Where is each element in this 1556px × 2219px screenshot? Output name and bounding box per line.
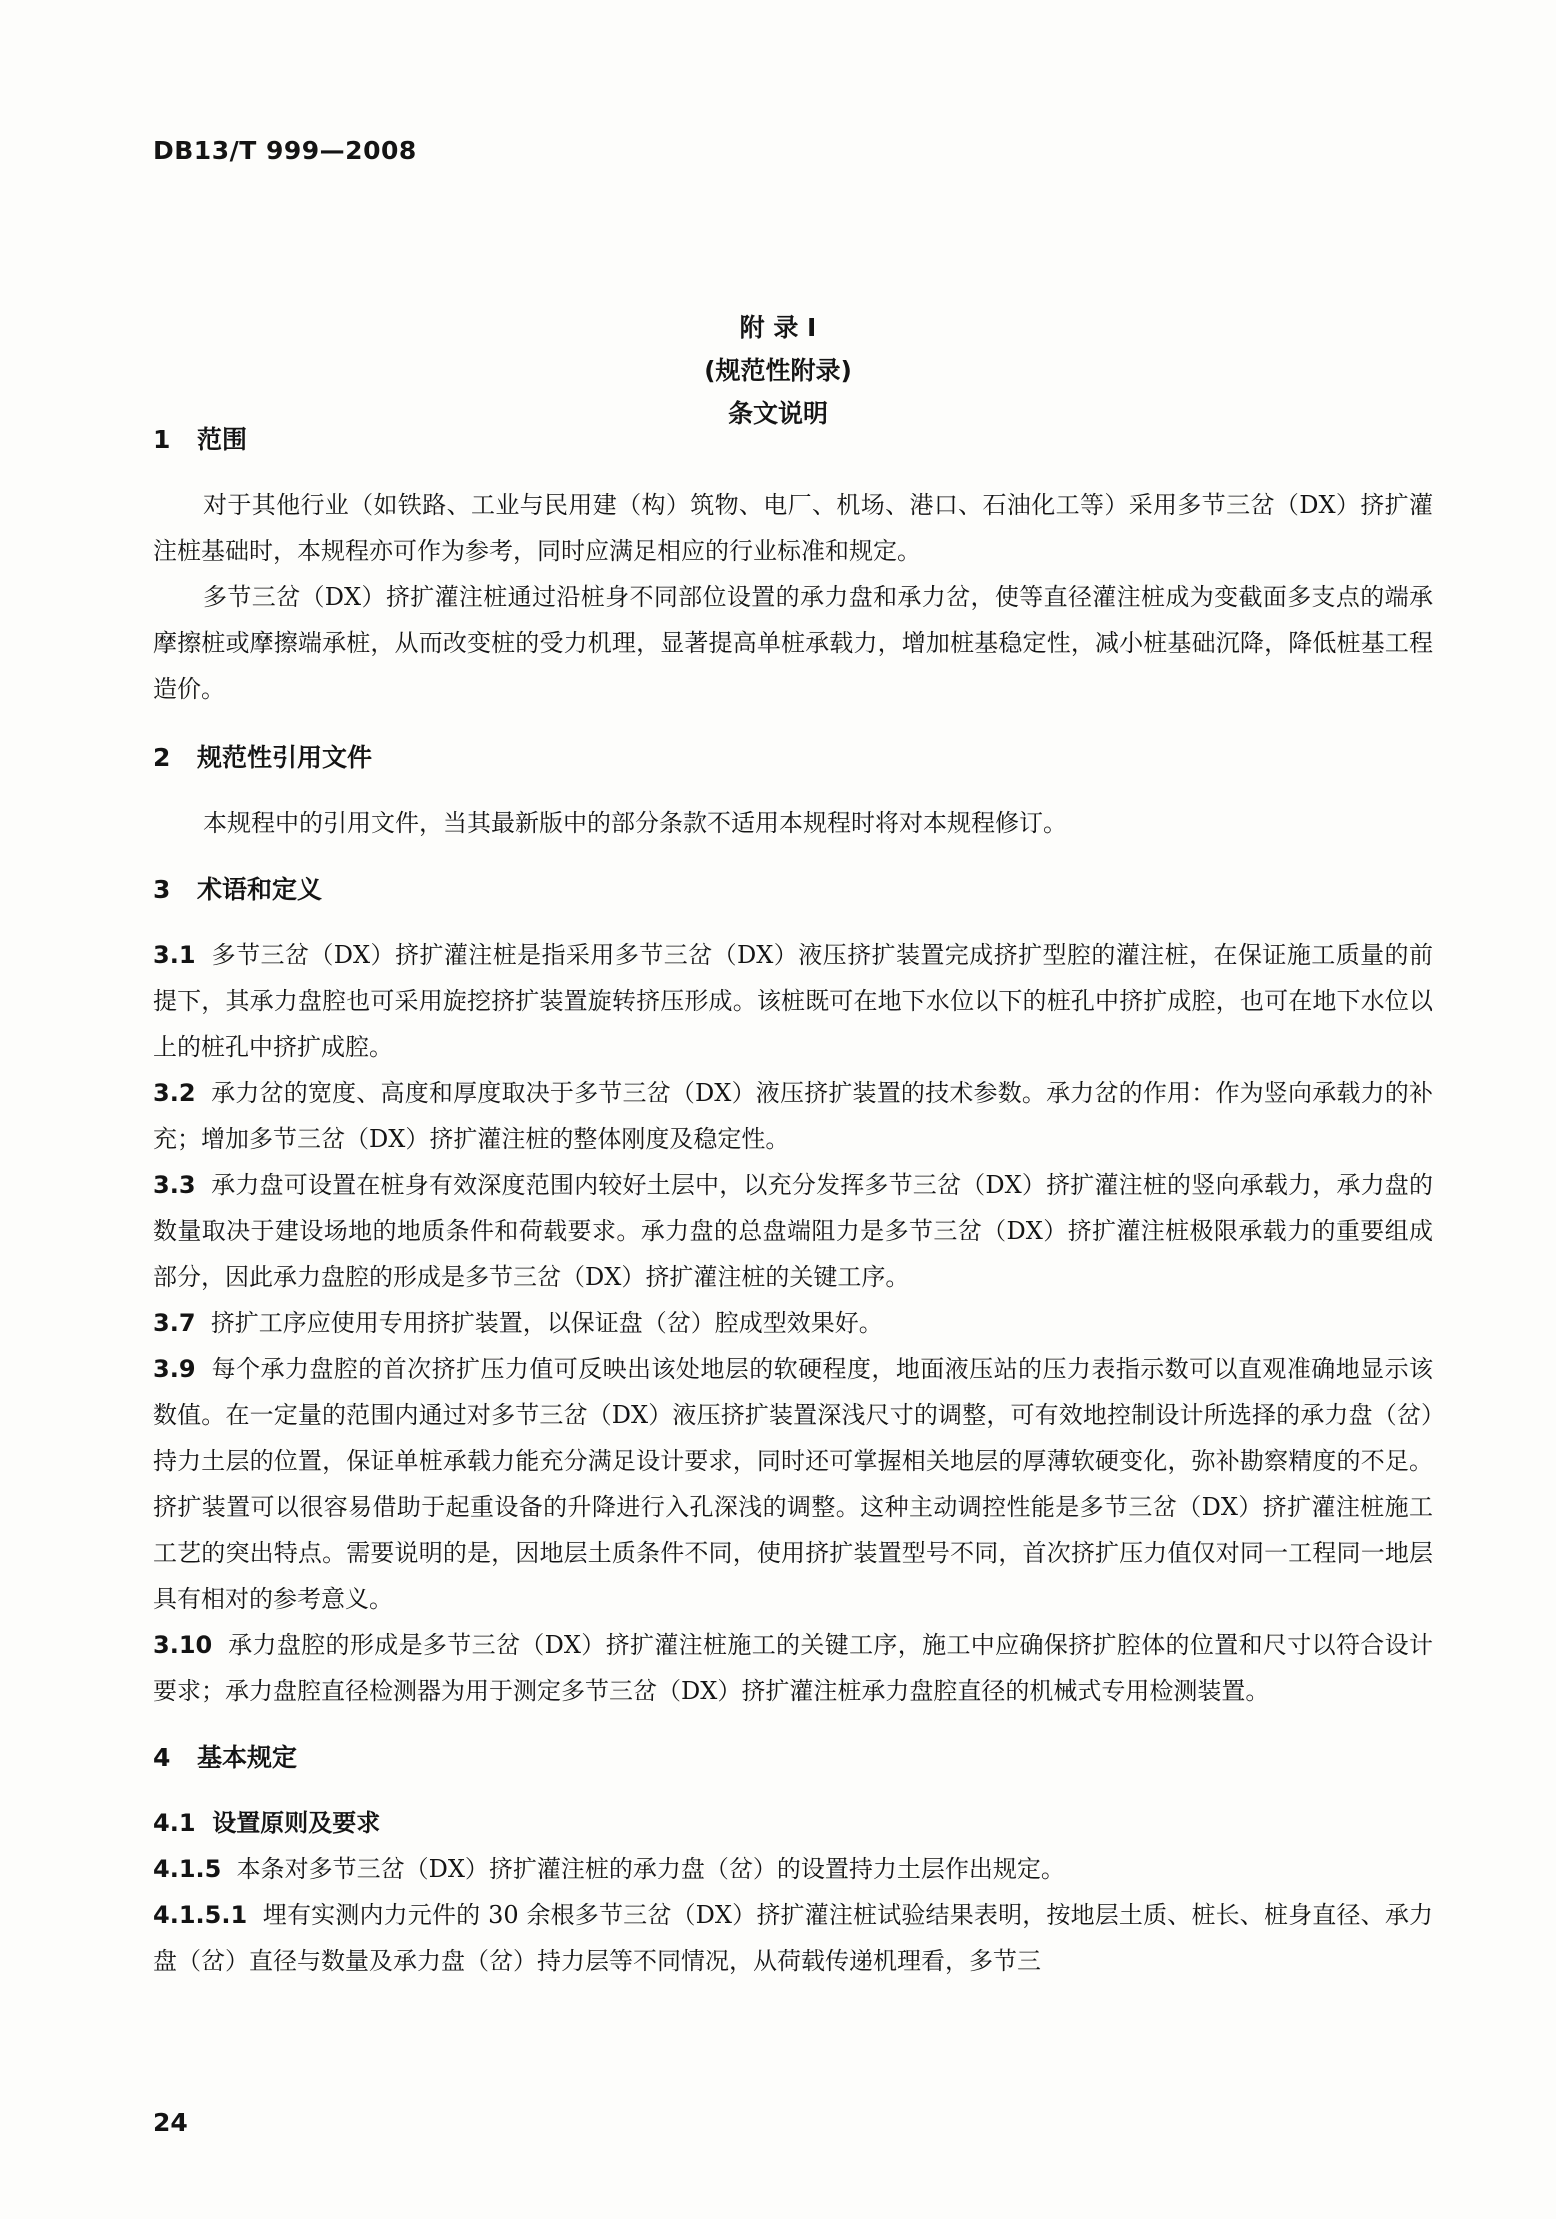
clause-text: 埋有实测内力元件的 30 余根多节三岔（DX）挤扩灌注桩试验结果表明，按地层土质、桩长、桩身直径、承力盘（岔）直径与数量及承力盘（岔）持力层等不同情况，从荷载传递机理看，多节三	[153, 1901, 1433, 1975]
clause-text: 承力盘腔的形成是多节三岔（DX）挤扩灌注桩施工的关键工序，施工中应确保挤扩腔体的位置和尺寸以符合设计要求；承力盘腔直径检测器为用于测定多节三岔（DX）挤扩灌注桩承力盘腔直径的机械式专用检测装置。	[153, 1631, 1433, 1705]
section-title: 范围	[197, 425, 248, 454]
paragraph: 多节三岔（DX）挤扩灌注桩通过沿桩身不同部位设置的承力盘和承力岔，使等直径灌注桩成为变截面多支点的端承摩擦桩或摩擦端承桩，从而改变桩的受力机理，显著提高单桩承载力，增加桩基稳定性，减小桩基础沉降，降低桩基工程造价。	[153, 583, 1433, 703]
clause-number: 3.3	[153, 1171, 196, 1199]
page-number: 24	[153, 2108, 188, 2137]
clause-3-3	[153, 1162, 1433, 1300]
clause-4-1-5-1	[153, 1892, 1433, 1984]
section-number: 1	[153, 425, 171, 454]
clause-text: 设置原则及要求	[212, 1809, 381, 1837]
section-heading-4	[153, 1738, 1433, 1778]
clause-number: 3.7	[153, 1309, 196, 1337]
appendix-subtitle: 条文说明	[727, 399, 828, 428]
section-heading-1	[153, 420, 1433, 460]
clause-number: 4.1.5.1	[153, 1901, 248, 1929]
clause-text: 挤扩工序应使用专用挤扩装置，以保证盘（岔）腔成型效果好。	[210, 1309, 883, 1337]
clause-number: 3.1	[153, 941, 196, 969]
clause-3-9	[153, 1346, 1433, 1622]
clause-number: 3.2	[153, 1079, 196, 1107]
section-title: 基本规定	[197, 1743, 298, 1772]
section-heading-3	[153, 870, 1433, 910]
clause-3-2	[153, 1070, 1433, 1162]
clause-3-7	[153, 1300, 1433, 1346]
clause-3-1	[153, 932, 1433, 1070]
clause-number: 3.9	[153, 1355, 196, 1383]
section-title: 规范性引用文件	[197, 743, 373, 772]
appendix-title: 附 录 I	[739, 313, 817, 342]
paragraph: 本规程中的引用文件，当其最新版中的部分条款不适用本规程时将对本规程修订。	[203, 809, 1067, 837]
clause-number: 3.10	[153, 1631, 213, 1659]
clause-number: 4.1.5	[153, 1855, 222, 1883]
clause-text: 多节三岔（DX）挤扩灌注桩是指采用多节三岔（DX）液压挤扩装置完成挤扩型腔的灌注桩，在保证施工质量的前提下，其承力盘腔也可采用旋挖挤扩装置旋转挤压形成。该桩既可在地下水位以下的桩孔中挤扩成腔，也可在地下水位以上的桩孔中挤扩成腔。	[153, 941, 1433, 1061]
clause-text: 本条对多节三岔（DX）挤扩灌注桩的承力盘（岔）的设置持力土层作出规定。	[236, 1855, 1065, 1883]
section-title: 术语和定义	[197, 875, 323, 904]
clause-text: 承力盘可设置在桩身有效深度范围内较好土层中，以充分发挥多节三岔（DX）挤扩灌注桩的竖向承载力，承力盘的数量取决于建设场地的地质条件和荷载要求。承力盘的总盘端阻力是多节三岔（DX）挤扩灌注桩极限承载力的重要组成部分，因此承力盘腔的形成是多节三岔（DX）挤扩灌注桩的关键工序。	[153, 1171, 1433, 1291]
standard-code: DB13/T 999—2008	[153, 136, 417, 165]
section-number: 2	[153, 743, 171, 772]
section-number: 4	[153, 1743, 171, 1772]
clause-3-10	[153, 1622, 1433, 1714]
paragraph: 对于其他行业（如铁路、工业与民用建（构）筑物、电厂、机场、港口、石油化工等）采用多节三岔（DX）挤扩灌注桩基础时，本规程亦可作为参考，同时应满足相应的行业标准和规定。	[153, 491, 1433, 565]
clause-4-1-5	[153, 1846, 1433, 1892]
section-heading-2	[153, 738, 1433, 778]
appendix-type: (规范性附录)	[704, 356, 852, 385]
clause-number: 4.1	[153, 1809, 196, 1837]
clause-4-1	[153, 1800, 1433, 1846]
section-number: 3	[153, 875, 171, 904]
clause-text: 承力岔的宽度、高度和厚度取决于多节三岔（DX）液压挤扩装置的技术参数。承力岔的作用：作为竖向承载力的补充；增加多节三岔（DX）挤扩灌注桩的整体刚度及稳定性。	[153, 1079, 1433, 1153]
document-body	[153, 420, 1433, 1984]
clause-text: 每个承力盘腔的首次挤扩压力值可反映出该处地层的软硬程度，地面液压站的压力表指示数可以直观准确地显示该数值。在一定量的范围内通过对多节三岔（DX）液压挤扩装置深浅尺寸的调整，可有效地控制设计所选择的承力盘（岔）持力土层的位置，保证单桩承载力能充分满足设计要求，同时还可掌握相关地层的厚薄软硬变化，弥补勘察精度的不足。挤扩装置可以很容易借助于起重设备的升降进行入孔深浅的调整。这种主动调控性能是多节三岔（DX）挤扩灌注桩施工工艺的突出特点。需要说明的是，因地层土质条件不同，使用挤扩装置型号不同，首次挤扩压力值仅对同一工程同一地层具有相对的参考意义。	[153, 1355, 1433, 1613]
